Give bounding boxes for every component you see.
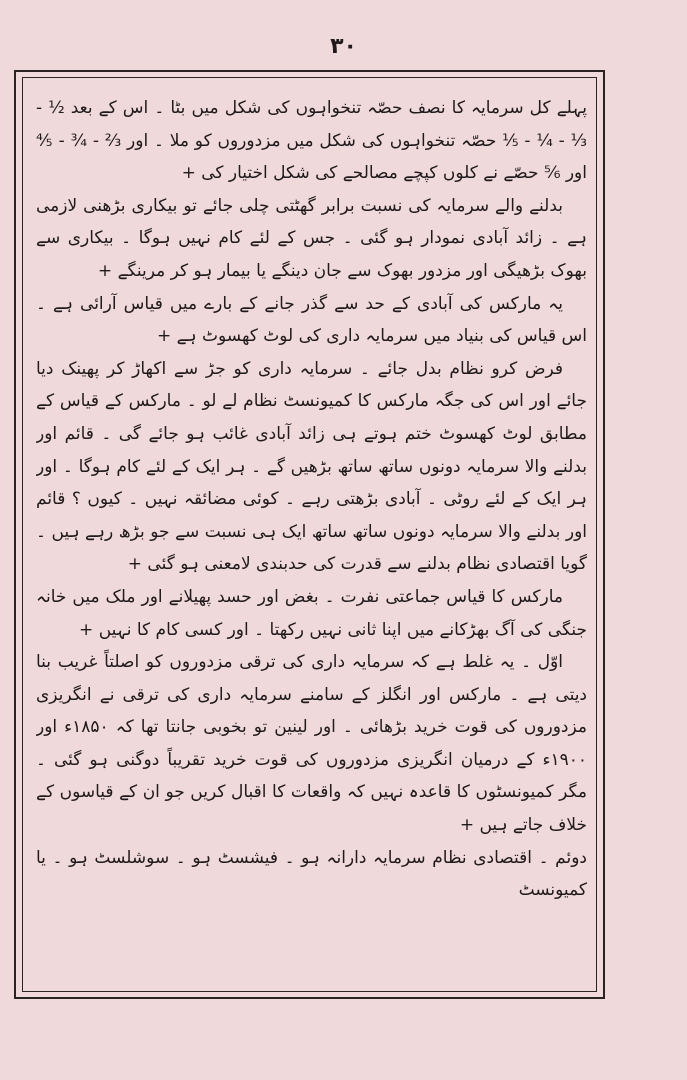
paragraph: پہلے کل سرمایہ کا نصف حصّہ تنخواہوں کی شکل میں بٹا ۔ اس کے بعد ½ - ⅓ - ¼ - ⅕ حصّہ تنخواہوں کی شکل میں مزدوروں کو ملا ۔ اور ⅔ - ¾ - ⅘ اور ⅚ حصّے نے کلوں کپچے مصالحے کی شکل اختیار کی + bbox=[36, 98, 587, 184]
body-text bbox=[36, 92, 587, 972]
paragraph: اوّل ۔ یہ غلط ہے کہ سرمایہ داری کی ترقی مزدوروں کو اصلتاً غریب بنا دیتی ہے ۔ مارکس اور انگلز کے سامنے سرمایہ داری کی ترقی نے انگریزی مزدوروں کی قوت خرید بڑھائی ۔ اور لینین تو بخوبی جانتا تھا کہ ۱۸۵۰ء اور ۱۹۰۰ء کے درمیان انگریزی مزدوروں کی قوت خرید تقریباً دوگنی ہو گئی ۔ مگر کمیونسٹوں کا قاعدہ نہیں کہ واقعات کا اقبال کریں جو ان کے قیاسوں کے خلاف جاتے ہیں + bbox=[36, 652, 587, 836]
paragraph: مارکس کا قیاس جماعتی نفرت ۔ بغض اور حسد پھیلانے اور ملک میں خانہ جنگی کی آگ بھڑکانے میں اپنا ثانی نہیں رکھتا ۔ اور کسی کام کا نہیں + bbox=[36, 586, 587, 640]
paragraph: یہ مارکس کی آبادی کے حد سے گذر جانے کے بارے میں قیاس آرائی ہے ۔ اس قیاس کی بنیاد میں سرمایہ داری کی لوٹ کھسوٹ ہے + bbox=[36, 293, 587, 347]
paragraph: دوئم ۔ اقتصادی نظام سرمایہ دارانہ ہو ۔ فیشسٹ ہو ۔ سوشلسٹ ہو ۔ یا کمیونسٹ bbox=[36, 847, 587, 901]
paragraph: فرض کرو نظام بدل جائے ۔ سرمایہ داری کو جڑ سے اکھاڑ کر پھینک دیا جائے اور اس کی جگہ مارکس کا کمیونسٹ نظام لے لو ۔ مارکس کے قیاس کے مطابق لوٹ کھسوٹ ختم ہوتے ہی زائد آبادی غائب ہو جائے گی ۔ قائم اور بدلنے والا سرمایہ دونوں ساتھ ساتھ بڑھیں گے ۔ ہر ایک کے لئے کام ہوگا ۔ اور ہر ایک کے لئے روٹی ۔ آبادی بڑھتی رہے ۔ کوئی مضائقہ نہیں ۔ کیوں ؟ قائم اور بدلنے والا سرمایہ دونوں ساتھ ساتھ ایک ہی نسبت سے جو بڑھ رہے ہیں ۔ گویا اقتصادی نظام بدلنے سے قدرت کی حدبندی لامعنی ہو گئی + bbox=[36, 358, 587, 575]
paragraph: بدلنے والے سرمایہ کی نسبت برابر گھٹتی چلی جائے تو بیکاری بڑھنی لازمی ہے ۔ زائد آبادی نمودار ہو گئی ۔ جس کے لئے کام نہیں ہوگا ۔ بیکاری سے بھوک بڑھیگی اور مزدور بھوک سے جان دینگے یا بیمار ہو کر مرینگے + bbox=[36, 195, 587, 281]
page-number: ۳۰ bbox=[330, 34, 357, 59]
